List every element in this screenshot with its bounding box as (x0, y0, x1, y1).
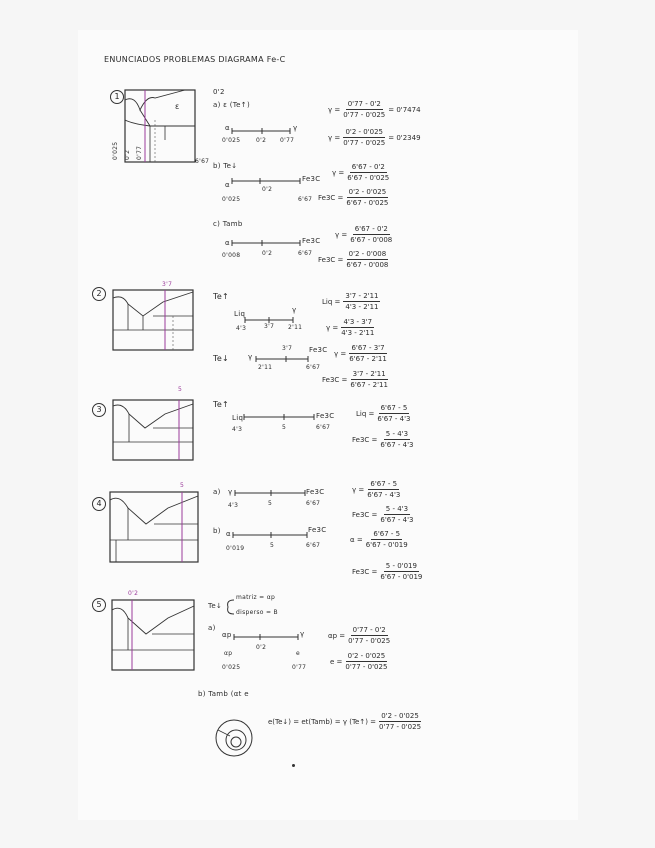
phase-diagram-3 (113, 400, 195, 462)
note-label: Te↓ (208, 602, 223, 610)
problem-header: 3'7 (162, 281, 173, 288)
page-title: ENUNCIADOS PROBLEMAS DIAGRAMA Fe-C (104, 55, 286, 64)
scale-sub: e (296, 650, 300, 657)
scale-value: 6'67 (298, 196, 313, 203)
scale-value: 5 (282, 424, 287, 431)
scale-phase: Fe3C (316, 412, 335, 420)
scale-value: 0'025 (222, 196, 241, 203)
part-label: b) Te↓ (213, 162, 238, 170)
part-label: a) ε (Te↑) (213, 101, 250, 109)
scale-value: 5 (268, 500, 273, 507)
formula: Fe3C = $\frac{0'2 - 0'025}{6'67 - 0'025}$ (318, 188, 389, 207)
formula: α = $\frac{6'67 - 5}{6'67 - 0'019}$ (350, 530, 408, 549)
part-label: c) Tamb (213, 220, 243, 228)
phase-diagram-5 (112, 600, 196, 672)
scale-phase: Fe3C (302, 175, 321, 183)
axis-tick: 6'67 (195, 158, 210, 165)
part-label: b) Tamb (αt e (198, 690, 249, 698)
part-label: a) (213, 488, 221, 496)
scale-value: 0'2 (262, 186, 273, 193)
scale-phase: γ (293, 124, 298, 132)
scale-value: 0'2 (256, 644, 267, 651)
scale-value: 4'3 (228, 502, 239, 509)
lever-scale (232, 178, 302, 184)
part-label: Te↓ (213, 354, 230, 363)
scale-value: 5 (270, 542, 275, 549)
diagram-label: ε (175, 102, 180, 111)
lever-scale (256, 356, 311, 362)
part-label: a) (208, 624, 216, 632)
formula: Fe3C = $\frac{5 - 4'3}{6'67 - 4'3}$ (352, 430, 414, 449)
scale-phase: αp (222, 631, 232, 639)
scale-value: 6'67 (298, 250, 313, 257)
brace (224, 598, 236, 616)
scale-value: 0'77 (292, 664, 307, 671)
scale-phase: Fe3C (308, 526, 327, 534)
formula: γ = $\frac{0'77 - 0'2}{0'77 - 0'025}$ = 0'7474 (328, 100, 421, 119)
formula: Fe3C = $\frac{3'7 - 2'11}{6'67 - 2'11}$ (322, 370, 388, 389)
lever-scale (244, 414, 316, 420)
scale-value: 0'025 (222, 137, 241, 144)
formula: γ = $\frac{4'3 - 3'7}{4'3 - 2'11}$ (326, 318, 375, 337)
scale-phase: Fe3C (306, 488, 325, 496)
formula: Liq = $\frac{6'67 - 5}{6'67 - 4'3}$ (356, 404, 411, 423)
formula: γ = $\frac{6'67 - 0'2}{6'67 - 0'008}$ (335, 225, 393, 244)
problem-number: 3 (92, 403, 106, 417)
formula: Fe3C = $\frac{5 - 0'019}{6'67 - 0'019}$ (352, 562, 423, 581)
scale-phase: α (225, 181, 230, 189)
scale-value: 2'11 (258, 364, 273, 371)
problem-number: 1 (110, 90, 124, 104)
scale-value: 2'11 (288, 324, 303, 331)
phase-diagram-2 (113, 290, 195, 352)
formula: Fe3C = $\frac{0'2 - 0'008}{6'67 - 0'008}$ (318, 250, 389, 269)
formula: γ = $\frac{6'67 - 0'2}{6'67 - 0'025}$ (332, 163, 390, 182)
scale-value: 6'67 (306, 542, 321, 549)
scale-value: 4'3 (232, 426, 243, 433)
scale-phase: γ (292, 306, 297, 314)
formula: e(Te↓) = et(Tamb) = γ (Te↑) = $\frac{0'2 - 0'025}{0'77 - 0'025}$ (268, 712, 422, 731)
problem-number: 5 (92, 598, 106, 612)
problem-header: 5 (178, 386, 183, 393)
part-label: Te↑ (213, 292, 230, 301)
note-disperse: disperso = B (236, 609, 278, 616)
lever-scale (234, 634, 300, 640)
formula: Liq = $\frac{3'7 - 2'11}{4'3 - 2'11}$ (322, 292, 379, 311)
scale-value: 0'2 (256, 137, 267, 144)
scale-value: 0'2 (262, 250, 273, 257)
scale-value: 3'7 (264, 323, 275, 330)
scale-phase: γ (228, 488, 233, 496)
axis-tick: 0'2 (124, 149, 131, 160)
scale-phase: Fe3C (309, 346, 328, 354)
scale-phase: Liq (232, 414, 244, 422)
phase-diagram-4 (110, 492, 200, 564)
problem-header: 5 (180, 482, 185, 489)
scale-value: 6'67 (306, 500, 321, 507)
note-matrix: matriz = αp (236, 594, 276, 601)
problem-header: 0'2 (213, 88, 225, 96)
scale-value: 6'67 (306, 364, 321, 371)
part-label: Te↑ (213, 400, 230, 409)
scale-sub: αp (224, 650, 233, 657)
lever-scale (232, 128, 292, 134)
scale-phase: α (225, 239, 230, 247)
problem-number: 4 (92, 497, 106, 511)
lever-scale (235, 490, 307, 496)
formula: γ = $\frac{0'2 - 0'025}{0'77 - 0'025}$ = 0'2349 (328, 128, 421, 147)
problem-number: 2 (92, 287, 106, 301)
scale-phase: Fe3C (302, 237, 321, 245)
scale-phase: γ (300, 630, 305, 638)
scale-value: 0'019 (226, 545, 245, 552)
scale-value: 6'67 (316, 424, 331, 431)
scale-value: 0'77 (280, 137, 295, 144)
problem-header: 0'2 (128, 590, 139, 597)
formula: γ = $\frac{6'67 - 5}{6'67 - 4'3}$ (352, 480, 401, 499)
scale-value: 0'008 (222, 252, 241, 259)
microstructure-sketch (212, 718, 256, 758)
part-label: b) (213, 527, 221, 535)
scale-value: 3'7 (282, 345, 293, 352)
formula: γ = $\frac{6'67 - 3'7}{6'67 - 2'11}$ (334, 344, 387, 363)
scale-phase: γ (248, 353, 253, 361)
ink-dot (292, 764, 295, 767)
axis-tick: 0'025 (112, 141, 119, 160)
formula: αp = $\frac{0'77 - 0'2}{0'77 - 0'025}$ (328, 626, 391, 645)
scale-phase: α (226, 530, 231, 538)
scale-phase: α (225, 124, 230, 132)
scale-value: 4'3 (236, 325, 247, 332)
lever-scale (233, 532, 309, 538)
phase-diagram-1 (125, 90, 200, 175)
axis-tick: 0'77 (136, 145, 143, 160)
lever-scale (232, 240, 302, 246)
formula: e = $\frac{0'2 - 0'025}{0'77 - 0'025}$ (330, 652, 388, 671)
scale-phase: Liq (234, 310, 246, 318)
formula: Fe3C = $\frac{5 - 4'3}{6'67 - 4'3}$ (352, 505, 414, 524)
scale-value: 0'025 (222, 664, 241, 671)
